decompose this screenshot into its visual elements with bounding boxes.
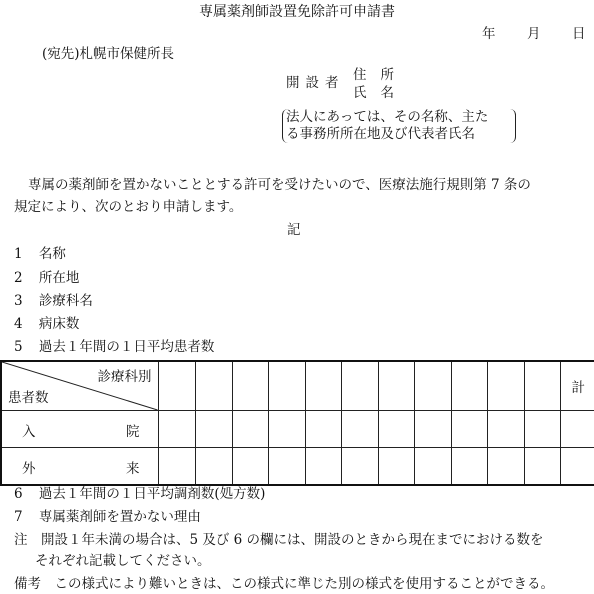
table-cell[interactable] [232,448,268,486]
table-cell[interactable] [341,361,378,411]
name-label: 氏名 [353,85,408,101]
item-text: 病床数 [38,316,80,332]
table-cell[interactable] [487,448,524,486]
inpatient-label-cell [1,411,158,448]
table-row [1,411,594,448]
header-dept-label: 診療科別 [97,369,152,385]
table-cell[interactable] [451,361,487,411]
table-cell[interactable] [268,361,305,411]
table-cell[interactable] [341,448,378,486]
table-cell[interactable] [560,411,594,448]
table-cell[interactable] [560,448,594,486]
page-title: 専属薬剤師設置免除許可申請書 [199,4,395,20]
table-cell[interactable] [414,361,451,411]
date-day-label: 日 [572,26,586,42]
table-cell[interactable] [414,411,451,448]
table-cell[interactable] [268,411,305,448]
item-text: 診療科名 [38,293,93,309]
item-number: 3 [14,293,23,309]
table-cell[interactable] [487,361,524,411]
table-cell[interactable] [232,361,268,411]
item-text: 所在地 [38,270,80,286]
list-item [14,486,265,502]
body-text-line1: 専属の薬剤師を置かないこととする許可を受けたいので、医療法施行規則第 7 条の [28,177,531,193]
item-number: 4 [14,316,23,332]
table-cell[interactable] [158,361,195,411]
outpatient-label-right: 来 [126,461,140,477]
table-cell[interactable] [524,411,560,448]
table-cell[interactable] [195,448,232,486]
item-text: 名称 [38,246,66,262]
table-header-row [1,361,594,411]
table-cell[interactable] [195,361,232,411]
applicant-label: 開設者 [286,75,345,91]
body-text-line2: 規定により、次のとおり申請します。 [14,199,243,215]
table-cell[interactable] [158,448,195,486]
date-year-label: 年 [482,26,496,42]
patient-count-table [0,360,594,486]
item-number: 2 [14,270,23,286]
list-item [14,316,79,332]
table-row [1,448,594,486]
table-cell[interactable] [524,361,560,411]
list-item [14,246,66,262]
note-line1: 注 開設１年未満の場合は、5 及び 6 の欄には、開設のときから現在までにおける数を [14,532,544,548]
addressee: (宛先)札幌市保健所長 [42,46,175,62]
table-cell[interactable] [378,361,414,411]
table-cell[interactable] [524,448,560,486]
date-month-label: 月 [527,26,541,42]
table-cell[interactable] [305,361,341,411]
inpatient-label-left: 入 [22,424,36,440]
ki-heading: 記 [287,222,301,238]
item-number: 7 [14,509,23,525]
table-cell[interactable] [158,411,195,448]
address-label: 住所 [353,67,408,83]
table-cell[interactable] [414,448,451,486]
item-text: 専属薬剤師を置かない理由 [38,509,201,525]
table-cell[interactable] [232,411,268,448]
table-cell[interactable] [487,411,524,448]
list-item [14,270,79,286]
table-cell[interactable] [451,411,487,448]
header-patients-label: 患者数 [8,390,49,406]
table-cell[interactable] [378,411,414,448]
item-number: 1 [14,246,23,262]
table-cell[interactable] [268,448,305,486]
table-cell[interactable] [305,448,341,486]
table-cell[interactable] [341,411,378,448]
list-item [14,509,201,525]
item-text: 過去１年間の１日平均患者数 [38,339,215,355]
remarks: 備考 この様式により難いときは、この様式に準じた別の様式を使用することができる。 [14,576,554,592]
list-item [14,339,214,355]
item-number: 6 [14,486,23,502]
outpatient-label-left: 外 [22,461,36,477]
item-number: 5 [14,339,23,355]
inpatient-label-right: 院 [126,424,140,440]
table-cell[interactable] [195,411,232,448]
total-header: 計 [560,361,594,411]
corporate-note-line1: 法人にあっては、その名称、主た [286,109,489,125]
note-line2: それぞれ記載してください。 [35,553,211,569]
outpatient-label-cell [1,448,158,486]
table-cell[interactable] [451,448,487,486]
table-cell[interactable] [378,448,414,486]
list-item [14,293,93,309]
corporate-note-line2: る事務所所在地及び代表者氏名 [286,126,475,142]
item-text: 過去１年間の１日平均調剤数(処方数) [38,486,266,502]
header-diagonal-cell [1,361,158,411]
table-cell[interactable] [305,411,341,448]
